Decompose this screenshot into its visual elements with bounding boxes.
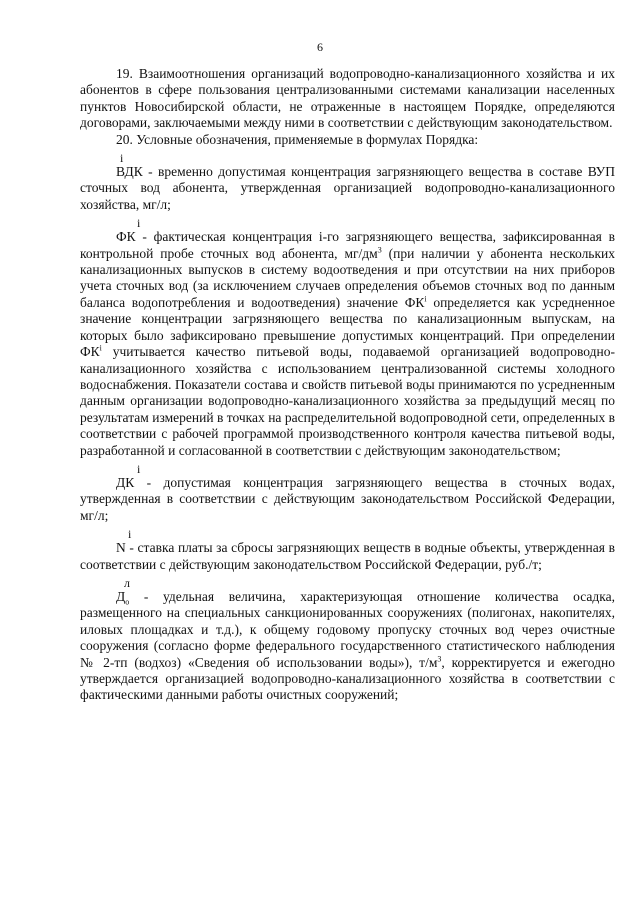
document-body (80, 66, 615, 704)
d-text-1: - удельная величина, характеризующая отношение количества осадка, размещенного на специальных санкционированных сооружениях (полигонах, накопителях, иловых площадках и т.д.), к общему годовому пропуску сточных вод через очистные сооружения (согласно форме федерального государственного статистического наблюдения № 2-тп (водхоз) «Сведения об использовании воды»), т/м (80, 588, 615, 670)
d-superscript-line (80, 573, 615, 589)
vdk-superscript-line (80, 148, 615, 164)
fk-sup-3: i (99, 343, 102, 353)
n-superscript: i (128, 527, 132, 542)
dk-superscript: i (137, 461, 141, 476)
n-text: - ставка платы за сбросы загрязняющих веществ в водные объекты, утвержденная в соответствии с действующим законодательством Российской Федерации, руб./т; (80, 540, 615, 572)
d-superscript: л (124, 575, 130, 590)
paragraph-19: 19. Взаимоотношения организаций водопроводно-канализационного хозяйства и их абонентов в сфере пользования централизованными системами канализации населенных пунктов Новосибирской области, не отраженные в настоящем Порядке, определяются договорами, заключаемыми между ними в соответствии с действующим законодательством. (80, 66, 615, 131)
definition-dk (80, 475, 615, 524)
dk-text: - допустимая концентрация загрязняющего вещества в сточных водах, утвержденная в соответствии с действующим законодательством Российской Федерации, мг/л; (80, 474, 615, 523)
vdk-superscript: i (120, 151, 124, 166)
definition-vdk (80, 164, 615, 213)
fk-sup-2: i (424, 294, 427, 304)
fk-unit-sup: 3 (377, 245, 382, 255)
definition-d (80, 589, 615, 704)
d-subscript: о (125, 597, 130, 607)
d-unit-sup: 3 (437, 654, 442, 664)
dk-superscript-line (80, 459, 615, 475)
d-symbol: Д (116, 588, 126, 604)
fk-superscript: i (137, 216, 141, 231)
fk-text-1: - фактическая концентрация i-го загрязняющего вещества, зафиксированная в контрольной пробе сточных вод абонента, мг/дм (80, 229, 615, 261)
definition-n (80, 540, 615, 573)
fk-text-2: (при наличии у абонента нескольких канализационных выпусков в систему водоотведения и при отсутствии на них приборов учета сточных вод (за исключением случаев определения объемов сточных вод по данным баланса водопотребления и водоотведения) значение ФК (80, 245, 615, 310)
paragraph-20: 20. Условные обозначения, применяемые в формулах Порядка: (116, 131, 479, 147)
definition-fk (80, 229, 615, 459)
fk-superscript-line (80, 213, 615, 229)
fk-symbol: ФК (116, 229, 136, 245)
dk-symbol: ДК (116, 474, 135, 490)
d-text-2: , корректируется и ежегодно утверждается организацией водопроводно-канализационного хозяйства в соответствии с фактическими данными работы очистных сооружений; (80, 654, 615, 703)
fk-text-4: учитывается качество питьевой воды, подаваемой организацией водопроводно-канализационного хозяйства с использованием централизованной системы холодного водоснабжения. Показатели состава и свойств питьевой воды принимаются по усредненным данным организации водопроводно-канализационного хозяйства за предыдущий месяц по результатам измерений в точках на распределительной водопроводной сети, определенных в соответствии с рабочей программой производственного контроля качества питьевой воды, разработанной и согласованной в соответствии с действующим законодательством; (80, 344, 615, 458)
vdk-text: - временно допустимая концентрация загрязняющего вещества в составе ВУП сточных вод абонента, утвержденная организацией водопроводно-канализационного хозяйства, мг/л; (80, 164, 615, 212)
fk-text-3: определяется как усредненное значение концентрации загрязняющего вещества по канализационным выпускам, на которых было зафиксировано превышение допустимых концентраций. При определении ФК (80, 294, 615, 360)
page-number: 6 (317, 40, 323, 54)
n-symbol: N (116, 540, 126, 556)
n-superscript-line (80, 524, 615, 540)
vdk-symbol: ВДК (116, 164, 143, 180)
